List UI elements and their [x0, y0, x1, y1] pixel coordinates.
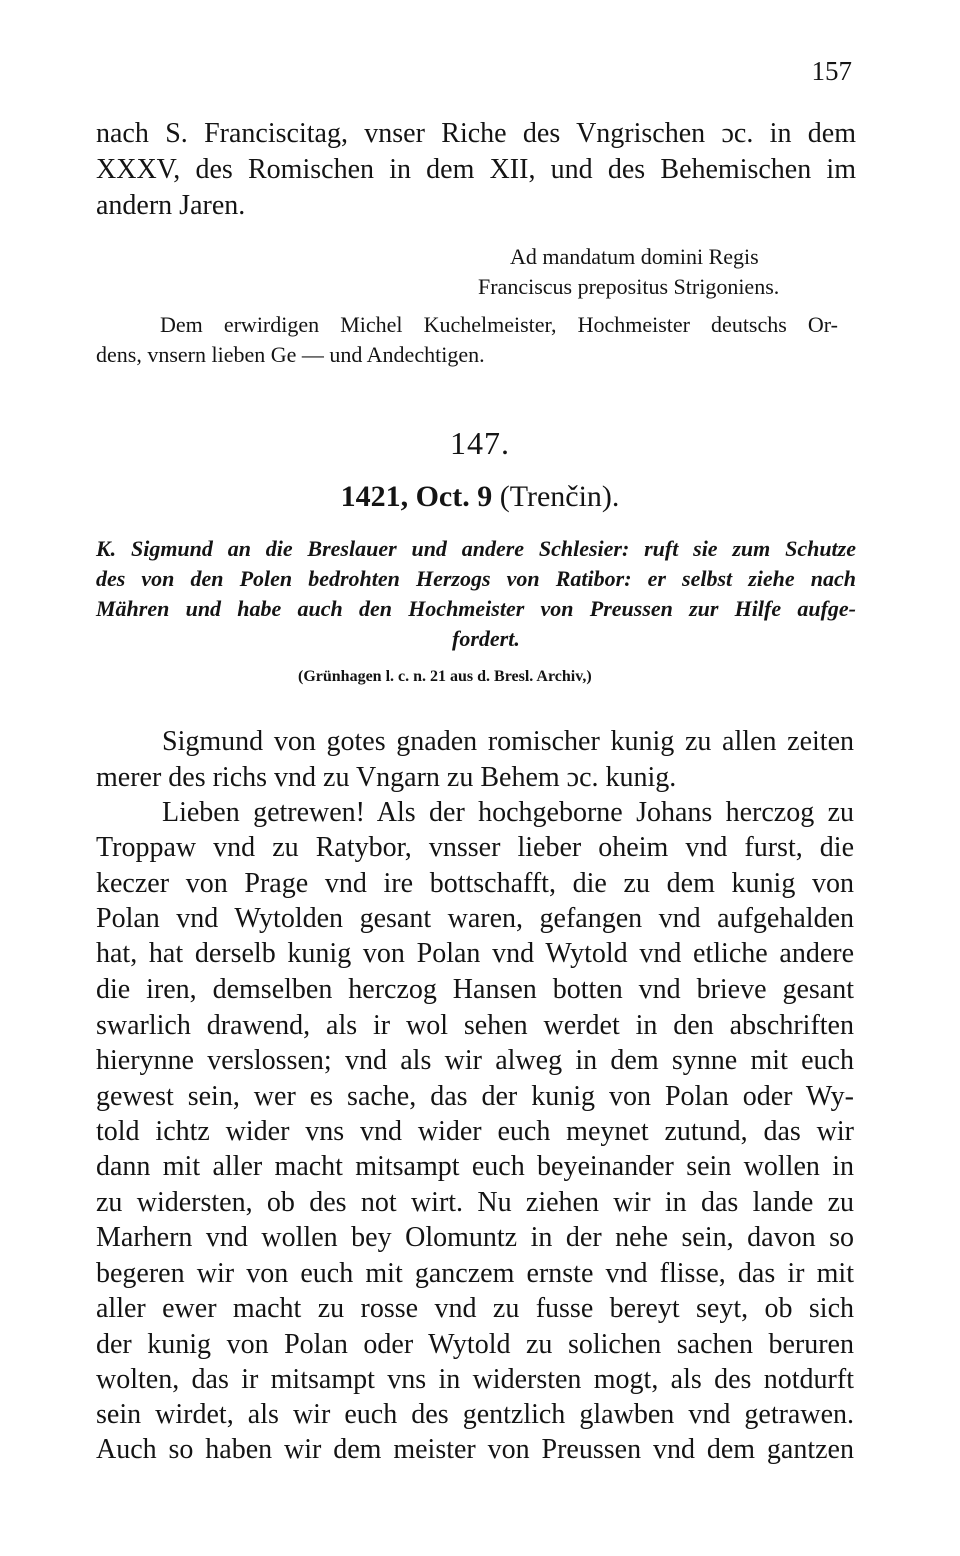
body-line: Lieben getrewen! Als der hochgeborne Johans herczog zu [162, 797, 854, 828]
body-line: swarlich drawend, als ir wol sehen werdet in den abschriften [96, 1010, 854, 1041]
body-line: Troppaw vnd zu Ratybor, vnsser lieber oheim vnd furst, die [96, 832, 854, 863]
signature-line: Ad mandatum domini Regis [510, 244, 759, 269]
document-number: 147. [450, 425, 510, 461]
body-line: dann mit aller macht mitsampt euch beyeinander sein wollen in [96, 1151, 854, 1182]
address-line: dens, vnsern lieben Ge — und Andechtigen. [96, 342, 485, 367]
place: (Trenčin). [499, 480, 620, 513]
summary-line: fordert. [452, 626, 520, 651]
body-line: sein wirdet, als wir euch des gentzlich glawben vnd getrawen. [96, 1399, 854, 1430]
body-line: told ichtz wider vns vnd wider euch meynet zutund, das wir [96, 1116, 854, 1147]
body-line: der kunig von Polan oder Wytold zu solichen sachen beruren [96, 1329, 854, 1360]
body-line: merer des richs vnd zu Vngarn zu Behem ɔc. kunig. [96, 762, 677, 793]
body-line: Polan vnd Wytolden gesant waren, gefangen vnd aufgehalden [96, 903, 854, 934]
signature-line: Franciscus prepositus Strigoniens. [478, 274, 780, 299]
text-line: andern Jaren. [96, 190, 246, 221]
body-line: hat, hat derselb kunig von Polan vnd Wytold vnd etliche andere [96, 938, 854, 969]
body-line: wolten, das ir mitsampt vns in widersten mogt, als des notdurft [96, 1364, 854, 1395]
body-line: hierynne verslossen; vnd als wir alweg in dem synne mit euch [96, 1045, 854, 1076]
body-line: Sigmund von gotes gnaden romischer kunig zu allen zeiten [162, 726, 854, 757]
body-line: gewest sein, wer es sache, das der kunig von Polan oder Wy- [96, 1081, 854, 1112]
page-number: 157 [811, 56, 852, 86]
body-line: die iren, demselben herczog Hansen botten vnd brieve gesant [96, 974, 854, 1005]
body-line: zu widersten, ob des not wirt. Nu ziehen wir in das lande zu [96, 1187, 854, 1218]
address-line: Dem erwirdigen Michel Kuchelmeister, Hochmeister deutschs Or- [160, 312, 838, 337]
date-bold: 1421, Oct. 9 [340, 480, 493, 513]
text-line: XXXV, des Romischen in dem XII, und des Behemischen im [96, 154, 856, 185]
summary-line: des von den Polen bedrohten Herzogs von Ratibor: er selbst ziehe nach [96, 566, 856, 591]
body-line: aller ewer macht zu rosse vnd zu fusse bereyt seyt, ob sich [96, 1293, 854, 1324]
summary-line: Mähren und habe auch den Hochmeister von Preussen zur Hilfe aufge- [96, 596, 856, 621]
summary-line: K. Sigmund an die Breslauer und andere Schlesier: ruft sie zum Schutze [96, 536, 856, 561]
source-note: (Grünhagen l. c. n. 21 aus d. Bresl. Archiv,) [298, 668, 592, 685]
body-line: keczer von Prage vnd ire bottschafft, die zu dem kunig von [96, 868, 854, 899]
body-line: Auch so haben wir dem meister von Preussen vnd dem gantzen [96, 1434, 854, 1465]
body-line: Marhern vnd wollen bey Olomuntz in der nehe sein, davon so [96, 1222, 854, 1253]
text-line: nach S. Franciscitag, vnser Riche des Vngrischen ɔc. in dem [96, 118, 856, 149]
document-date [0, 480, 960, 514]
body-line: begeren wir von euch mit ganczem ernste vnd flisse, das ir mit [96, 1258, 854, 1289]
